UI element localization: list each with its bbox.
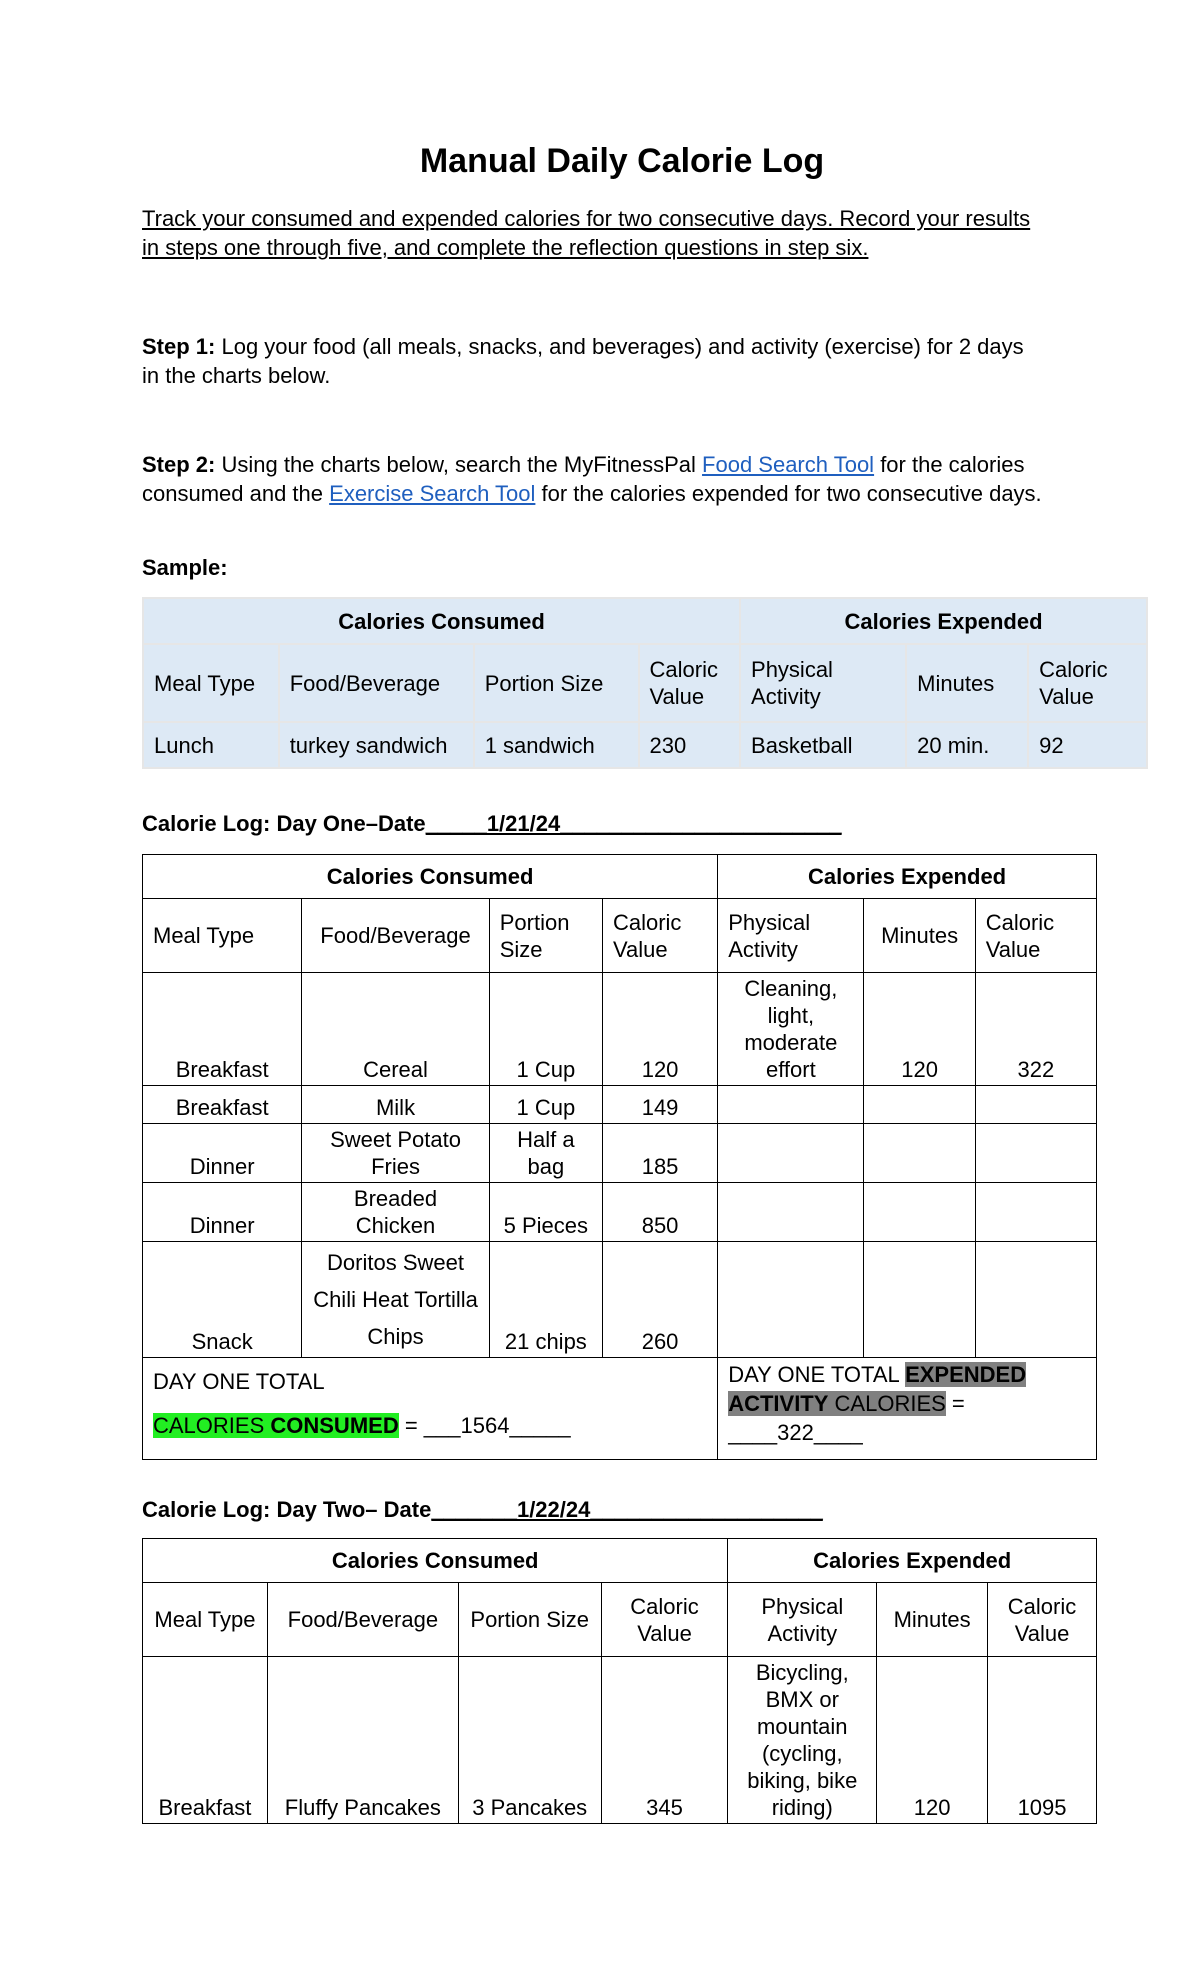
day-one-meal-type-header: Meal Type [143,899,302,973]
sample-activity: Basketball [740,722,906,768]
day-two-row-0-minutes: 120 [877,1657,988,1824]
day-one-consumed-header: Calories Consumed [143,855,718,899]
day-one-row-0-cal: 120 [602,973,717,1086]
day-one-row-1-portion: 1 Cup [489,1086,602,1124]
day-two-portion-header: Portion Size [458,1583,601,1657]
day-two-label [142,1497,823,1523]
day-one-burned-header: Caloric Value [975,899,1096,973]
day-one-total-consumed-highlight-a: CALORIES [153,1413,271,1438]
step-1 [142,332,1042,390]
step-2-text-a: Using the charts below, search the MyFitnessPal [215,452,703,477]
day-one-row-1-meal: Breakfast [143,1086,302,1124]
day-one-row-3-burned [975,1183,1096,1242]
sample-minutes-header: Minutes [906,644,1028,722]
day-one-row-0-portion: 1 Cup [489,973,602,1086]
day-one-row-0-food: Cereal [302,973,489,1086]
day-one-total-consumed [143,1358,718,1460]
day-one-total-expended [718,1358,1097,1460]
day-two-expended-header: Calories Expended [728,1539,1097,1583]
day-one-row-3-minutes [864,1183,975,1242]
sample-expended-header: Calories Expended [740,598,1147,644]
day-one-row-2-meal: Dinner [143,1124,302,1183]
day-one-date: _____1/21/24_______________________ [425,811,842,836]
sample-meal: Lunch [143,722,279,768]
day-two-row-0-food: Fluffy Pancakes [267,1657,458,1824]
day-two-minutes-header: Minutes [877,1583,988,1657]
day-one-row-0-meal: Breakfast [143,973,302,1086]
day-one-row-4-cal: 260 [602,1242,717,1358]
day-one-row-1-activity [718,1086,864,1124]
day-one-row-3-food: Breaded Chicken [302,1183,489,1242]
day-one-row-4-food: Doritos Sweet Chili Heat Tortilla Chips [302,1242,489,1358]
day-one-total-expended-highlight-c: CALORIES [828,1391,946,1416]
sample-burned-header: Caloric Value [1028,644,1147,722]
day-one-row-4-meal: Snack [143,1242,302,1358]
day-one-row-0-minutes: 120 [864,973,975,1086]
sample-food: turkey sandwich [279,722,474,768]
day-one-row-2-burned [975,1124,1096,1183]
sample-cal: 230 [639,722,741,768]
exercise-search-link[interactable]: Exercise Search Tool [329,481,536,506]
day-two-row-0-cal: 345 [601,1657,728,1824]
day-two-food-header: Food/Beverage [267,1583,458,1657]
day-one-label [142,811,842,837]
day-two-label-text: Calorie Log: Day Two– Date [142,1497,432,1522]
day-one-row-3-portion: 5 Pieces [489,1183,602,1242]
day-one-caloric-header: Caloric Value [602,899,717,973]
day-one-minutes-header: Minutes [864,899,975,973]
sample-food-header: Food/Beverage [279,644,474,722]
step-2-text-b: for the calories consumed and the [142,452,1025,506]
sample-portion: 1 sandwich [474,722,639,768]
day-two-burned-header: Caloric Value [988,1583,1097,1657]
day-two-consumed-header: Calories Consumed [143,1539,728,1583]
day-one-row-0-burned: 322 [975,973,1096,1086]
day-one-row-1-food: Milk [302,1086,489,1124]
day-one-activity-header: Physical Activity [718,899,864,973]
sample-meal-type-header: Meal Type [143,644,279,722]
day-one-portion-header: Portion Size [489,899,602,973]
day-two-row-0-activity: Bicycling, BMX or mountain (cycling, biking, bike riding) [728,1657,877,1824]
day-two-row-0-portion: 3 Pancakes [458,1657,601,1824]
day-two-meal-type-header: Meal Type [143,1583,268,1657]
day-one-row-1-burned [975,1086,1096,1124]
day-one-row-0-activity: Cleaning, light, moderate effort [718,973,864,1086]
day-one-row-2-minutes [864,1124,975,1183]
sample-caloric-header: Caloric Value [639,644,741,722]
day-one-total-expended-value: = ____322____ [728,1391,965,1445]
step-1-text: Log your food (all meals, snacks, and beverages) and activity (exercise) for 2 days in the charts below. [142,334,1024,388]
day-one-food-header: Food/Beverage [302,899,489,973]
sample-portion-header: Portion Size [474,644,639,722]
day-one-row-1-minutes [864,1086,975,1124]
step-2 [142,450,1042,508]
day-one-row-1-cal: 149 [602,1086,717,1124]
day-one-row-4-burned [975,1242,1096,1358]
day-one-row [143,1183,1097,1242]
day-one-row-3-cal: 850 [602,1183,717,1242]
day-one-label-text: Calorie Log: Day One–Date [142,811,426,836]
day-one-row-4-portion: 21 chips [489,1242,602,1358]
sample-row [143,722,1147,768]
day-one-row-4-minutes [864,1242,975,1358]
day-one-total-consumed-value: = ___1564_____ [398,1413,571,1438]
day-one-expended-header: Calories Expended [718,855,1097,899]
day-one-table [142,854,1097,1460]
day-one-row-2-cal: 185 [602,1124,717,1183]
day-two-activity-header: Physical Activity [728,1583,877,1657]
step-1-label: Step 1: [142,334,216,359]
sample-burned: 92 [1028,722,1147,768]
sample-minutes: 20 min. [906,722,1028,768]
day-one-total-consumed-highlight-b: CONSUMED [270,1413,399,1438]
day-one-row-3-meal: Dinner [143,1183,302,1242]
day-one-total-expended-label: DAY ONE TOTAL [728,1362,906,1387]
day-one-row-2-activity [718,1124,864,1183]
day-one-totals-row [143,1358,1097,1460]
page-title: Manual Daily Calorie Log [419,142,825,180]
day-two-row-0-burned: 1095 [988,1657,1097,1824]
intro-text: Track your consumed and expended calories for two consecutive days. Record your results in steps one through five, and complete the reflection questions in step six. [142,206,1031,260]
sample-consumed-header: Calories Consumed [143,598,740,644]
day-two-row [143,1657,1097,1824]
day-one-row [143,1086,1097,1124]
day-one-row [143,973,1097,1086]
day-one-row-2-portion: Half a bag [489,1124,602,1183]
day-one-total-expended-highlight-a: EXPENDED [905,1362,1027,1387]
food-search-link[interactable]: Food Search Tool [702,452,875,477]
step-2-label: Step 2: [142,452,216,477]
sample-table [142,597,1148,769]
day-two-caloric-header: Caloric Value [601,1583,728,1657]
sample-activity-header: Physical Activity [740,644,906,722]
step-2-text-c: for the calories expended for two consecutive days. [535,481,1042,506]
day-two-row-0-meal: Breakfast [143,1657,268,1824]
day-one-row-2-food: Sweet Potato Fries [302,1124,489,1183]
day-one-row [143,1124,1097,1183]
day-one-total-expended-highlight-b: ACTIVITY [728,1391,829,1416]
day-one-row [143,1242,1097,1358]
day-two-table [142,1538,1097,1824]
sample-label: Sample: [142,555,228,580]
day-one-total-consumed-label: DAY ONE TOTAL [153,1369,325,1394]
day-two-date: _______1/22/24___________________ [431,1497,823,1522]
day-one-row-4-activity [718,1242,864,1358]
day-one-row-3-activity [718,1183,864,1242]
